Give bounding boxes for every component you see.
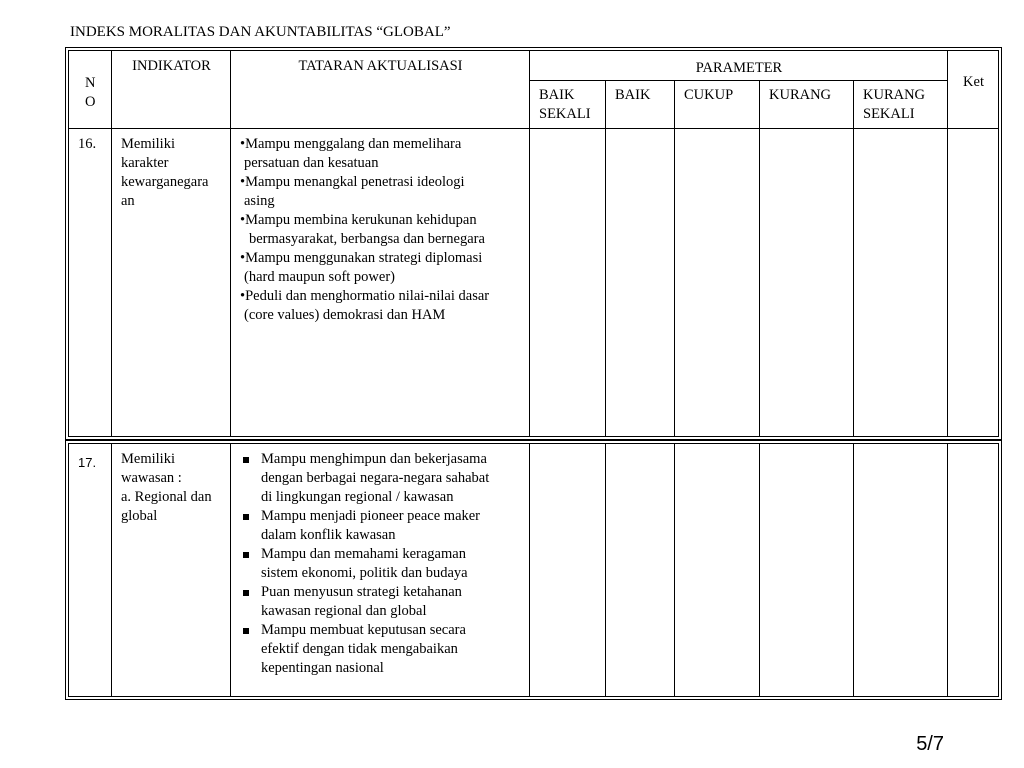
list-item-text: bermasyarakat, berbangsa dan bernegara (249, 231, 485, 247)
row-17-indikator-line: a. Regional dan (121, 489, 212, 505)
row-16-indikator (112, 129, 231, 437)
square-bullet-icon (243, 457, 249, 463)
row-17-ket-cell[interactable] (948, 444, 999, 697)
row-17-no (69, 444, 112, 697)
table-row-17 (69, 444, 999, 697)
row-16-baik-sekali-cell[interactable] (530, 129, 606, 437)
table-row-16 (69, 129, 999, 437)
row-16-indikator-line: karakter (121, 155, 169, 171)
list-item-text: •Mampu menggalang dan memelihara (240, 136, 462, 152)
list-item (240, 621, 521, 678)
row-17-item-list (240, 450, 521, 678)
list-item-text: •Peduli dan menghormatio nilai-nilai dasar (240, 288, 490, 304)
list-item-text: •Mampu menangkal penetrasi ideologi (240, 174, 465, 190)
param-cukup: CUKUP (675, 81, 760, 129)
param-baik: BAIK (606, 81, 675, 129)
square-bullet-icon (243, 514, 249, 520)
list-item-text: Mampu menghimpun dan bekerjasama (261, 451, 487, 467)
row-17-no-text: 17. (78, 455, 97, 470)
list-item-text: •Mampu membina kerukunan kehidupan (240, 212, 477, 228)
list-item-text: (hard maupun soft power) (244, 269, 395, 285)
list-item-text: Mampu membuat keputusan secara (261, 622, 466, 638)
list-item-text: Mampu dan memahami keragaman (261, 546, 466, 562)
param-baik-sekali-line2: SEKALI (539, 106, 591, 122)
list-item (240, 211, 521, 249)
list-item (240, 507, 521, 545)
list-item-text: Mampu menjadi pioneer peace maker (261, 508, 481, 524)
param-kurang: KURANG (760, 81, 854, 129)
row-16-item-list (240, 135, 521, 325)
header-indikator: INDIKATOR (112, 51, 231, 129)
row-17-indikator-line: Memiliki (121, 451, 175, 467)
list-item-text: Puan menyusun strategi ketahanan (261, 584, 462, 600)
row-16-baik-cell[interactable] (606, 129, 675, 437)
param-kurang-sekali-line1: KURANG (863, 87, 926, 103)
row-16-indikator-line: kewarganegara (121, 174, 209, 190)
row-17-tataran (231, 444, 530, 697)
row-16-kurang-cell[interactable] (760, 129, 854, 437)
row-17-indikator-line: wawasan : (121, 470, 182, 486)
row-16-cukup-cell[interactable] (675, 129, 760, 437)
header-tataran-aktualisasi: TATARAN AKTUALISASI (231, 51, 530, 129)
list-item-text: dengan berbagai negara-negara sahabat (261, 470, 490, 486)
header-no-line1: N (85, 74, 96, 91)
header-parameter: PARAMETER (530, 51, 948, 81)
list-item-text: efektif dengan tidak mengabaikan (261, 641, 458, 657)
row-17-kurang-cell[interactable] (760, 444, 854, 697)
list-item (240, 249, 521, 287)
param-baik-sekali (530, 81, 606, 129)
square-bullet-icon (243, 552, 249, 558)
page-number: 5/7 (916, 733, 944, 755)
param-kurang-sekali (854, 81, 948, 129)
row-17-baik-cell[interactable] (606, 444, 675, 697)
param-baik-sekali-line1: BAIK (539, 87, 575, 103)
param-kurang-sekali-line2: SEKALI (863, 106, 915, 122)
row-17-kurang-sekali-cell[interactable] (854, 444, 948, 697)
row-16-indikator-line: an (121, 193, 135, 209)
row-17-indikator-line: global (121, 508, 158, 524)
row-17-cukup-cell[interactable] (675, 444, 760, 697)
assessment-table-row-17 (68, 443, 999, 697)
list-item-text: kepentingan nasional (261, 660, 384, 676)
list-item-text: di lingkungan regional / kawasan (261, 489, 454, 505)
page-title: INDEKS MORALITAS DAN AKUNTABILITAS “GLOBAL” (70, 24, 451, 40)
list-item (240, 450, 521, 507)
list-item (240, 135, 521, 173)
list-item-text: sistem ekonomi, politik dan budaya (261, 565, 468, 581)
row-16-indikator-line: Memiliki (121, 136, 175, 152)
row-16-kurang-sekali-cell[interactable] (854, 129, 948, 437)
list-item-text: kawasan regional dan global (261, 603, 427, 619)
list-item-text: persatuan dan kesatuan (244, 155, 379, 171)
list-item (240, 173, 521, 211)
row-16-ket-cell[interactable] (948, 129, 999, 437)
header-ket: Ket (948, 51, 999, 129)
list-item (240, 545, 521, 583)
row-17-baik-sekali-cell[interactable] (530, 444, 606, 697)
square-bullet-icon (243, 628, 249, 634)
row-16-no: 16. (69, 129, 112, 437)
list-item (240, 583, 521, 621)
list-item-text: dalam konflik kawasan (261, 527, 396, 543)
list-item-text: •Mampu menggunakan strategi diplomasi (240, 250, 483, 266)
row-17-indikator (112, 444, 231, 697)
square-bullet-icon (243, 590, 249, 596)
row-16-tataran (231, 129, 530, 437)
assessment-table-header-and-row-16 (68, 50, 999, 437)
list-item (240, 287, 521, 325)
list-item-text: (core values) demokrasi dan HAM (244, 307, 446, 323)
header-no (69, 51, 112, 129)
list-item-text: asing (244, 193, 275, 209)
header-no-line2: O (85, 93, 96, 110)
